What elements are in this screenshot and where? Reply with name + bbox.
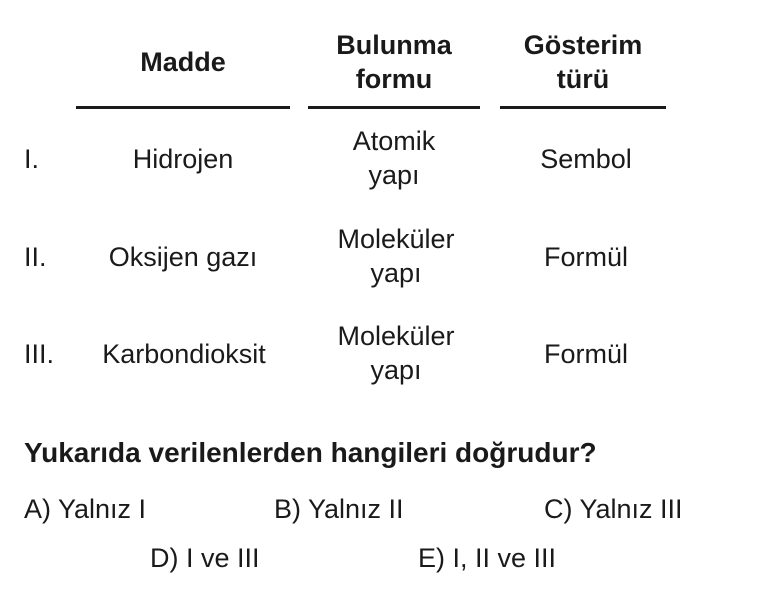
row-bulunma-line2: yapı <box>368 160 420 190</box>
row-bulunma-formu <box>308 222 484 290</box>
option-e[interactable]: E) I, II ve III <box>418 543 557 573</box>
row-bulunma-line2: yapı <box>370 258 422 288</box>
row-madde: Hidrojen <box>132 144 234 174</box>
header-madde: Madde <box>140 47 226 77</box>
header-gosterim-turu <box>500 28 666 96</box>
row-bulunma-formu <box>308 124 480 192</box>
option-b[interactable]: B) Yalnız II <box>274 494 404 524</box>
row-bulunma-line1: Atomik <box>352 126 436 156</box>
row-gosterim: Sembol <box>540 144 632 174</box>
row-gosterim: Formül <box>543 242 628 272</box>
header-gosterim-line1: Gösterim <box>523 30 643 60</box>
row-bulunma-line1: Moleküler <box>337 224 455 254</box>
option-d[interactable]: D) I ve III <box>150 543 260 573</box>
row-bulunma-line2: yapı <box>370 355 422 385</box>
row-madde: Oksijen gazı <box>108 242 258 272</box>
row-bulunma-formu <box>308 319 484 387</box>
row-madde: Karbondioksit <box>102 339 266 369</box>
header-bulunma-line1: Bulunma <box>336 30 452 60</box>
header-bulunma-line2: formu <box>355 64 433 94</box>
row-number: III. <box>24 339 55 369</box>
question-text: Yukarıda verilenlerden hangileri doğrudur? <box>24 437 597 468</box>
header-gosterim-line2: türü <box>556 64 610 94</box>
row-gosterim: Formül <box>543 339 628 369</box>
header-rule-bulunma <box>308 106 480 109</box>
row-number: II. <box>24 242 47 272</box>
row-number: I. <box>24 144 40 174</box>
header-bulunma-formu <box>308 28 480 96</box>
header-rule-madde <box>76 106 290 109</box>
option-a[interactable]: A) Yalnız I <box>24 494 147 524</box>
header-rule-gosterim <box>500 106 666 109</box>
option-c[interactable]: C) Yalnız III <box>544 494 683 524</box>
row-bulunma-line1: Moleküler <box>337 321 455 351</box>
